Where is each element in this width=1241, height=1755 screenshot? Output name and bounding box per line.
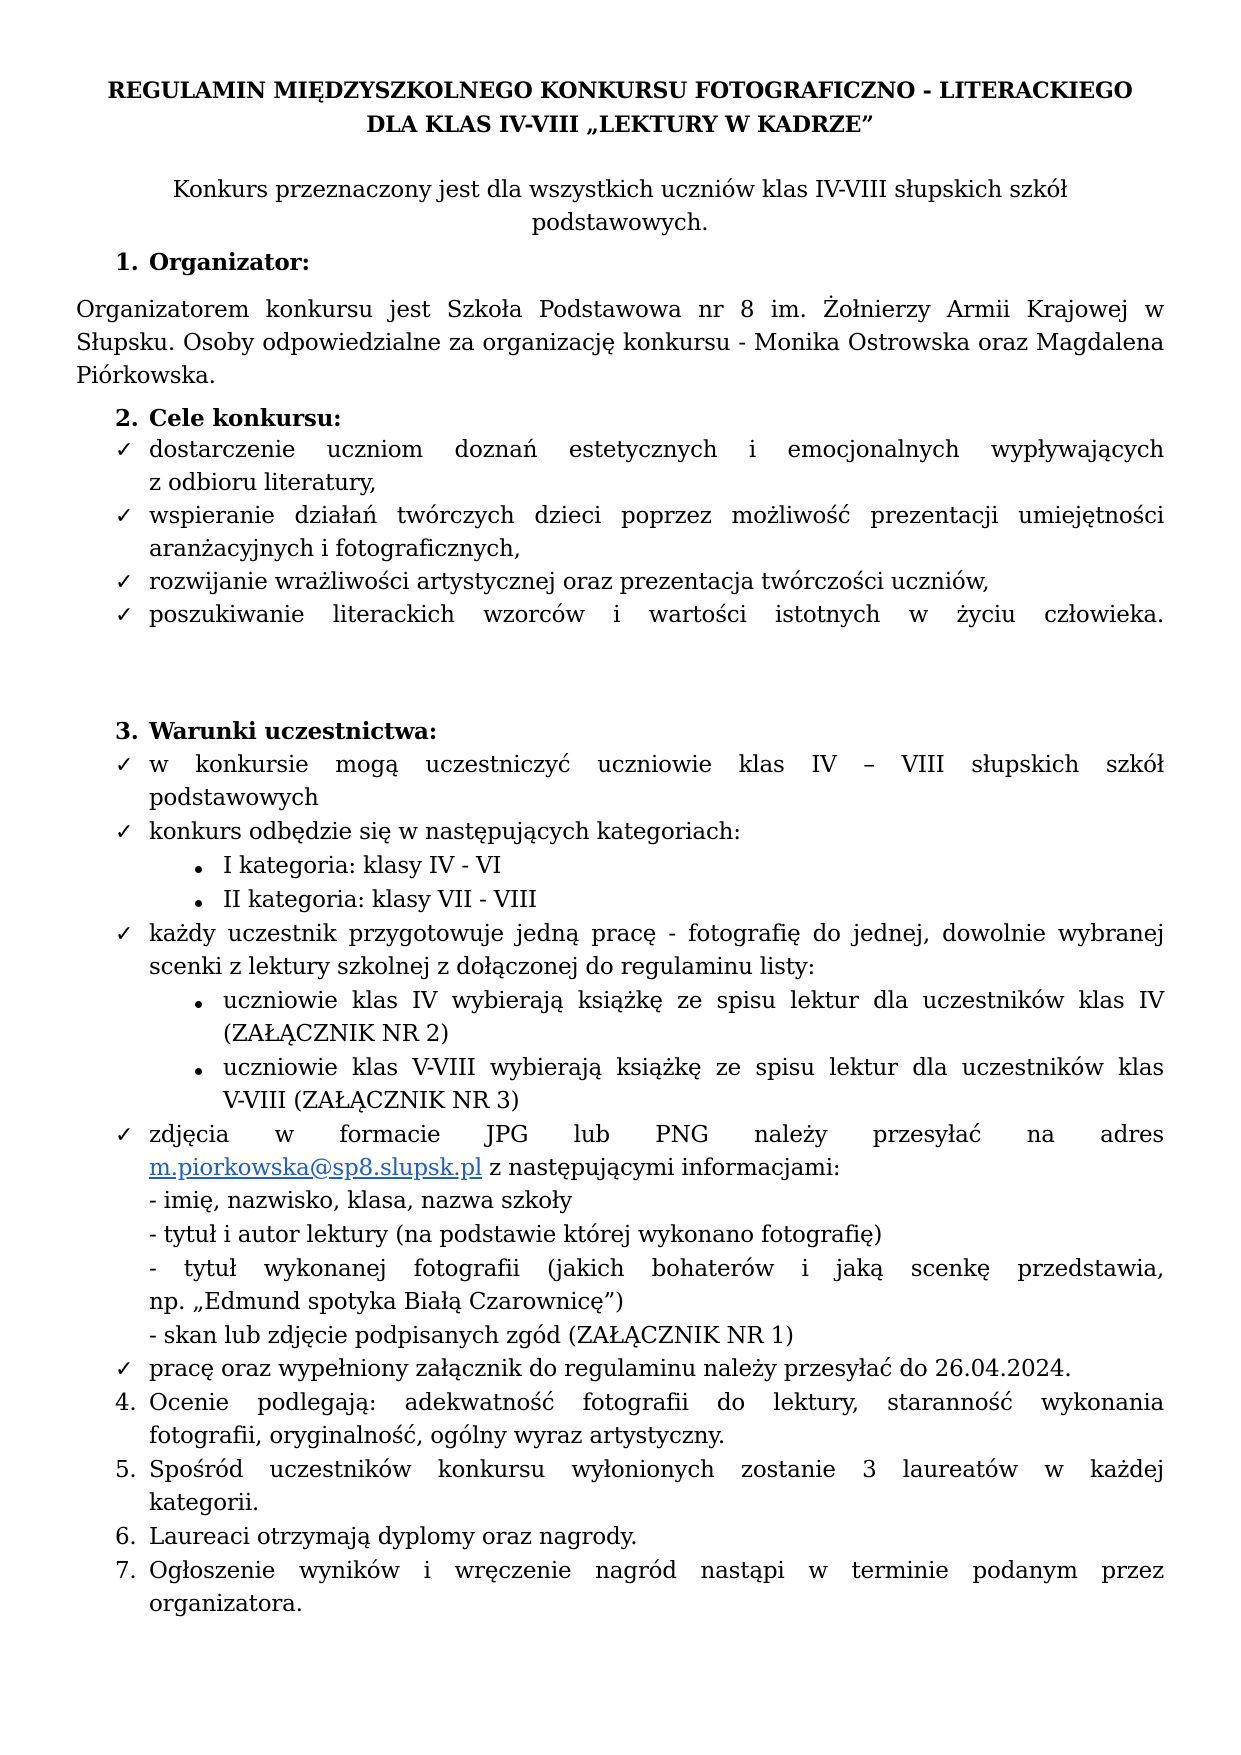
- checkmark-icon: ✓: [115, 820, 134, 845]
- point-text-cont: organizatora.: [149, 1591, 303, 1617]
- point-number: 5.: [115, 1457, 137, 1483]
- detail-line: np. „Edmund spotyka Białą Czarownicę”): [149, 1289, 624, 1315]
- point-number: 7.: [115, 1558, 137, 1584]
- checkmark-icon: ✓: [115, 438, 134, 463]
- document-title: [70, 74, 1170, 142]
- list-item: wspieranie działań twórczych dzieci poprzez możliwość prezentacji umiejętności: [149, 503, 1164, 529]
- checkmark-icon: ✓: [115, 570, 134, 595]
- sub-item-cont: (ZAŁĄCZNIK NR 2): [223, 1021, 450, 1047]
- sub-item: uczniowie klas IV wybierają książkę ze spisu lektur dla uczestników klas IV: [223, 988, 1164, 1014]
- checkmark-icon: ✓: [115, 1123, 134, 1148]
- list-item: w konkursie mogą uczestniczyć uczniowie klas IV – VIII słupskich szkół: [149, 752, 1164, 778]
- section-2-heading: [115, 402, 341, 435]
- section-number: 3.: [115, 718, 139, 745]
- section-title: Organizator:: [149, 249, 310, 276]
- point-text-cont: fotografii, oryginalność, ogólny wyraz artystyczny.: [149, 1423, 726, 1449]
- point-number: 6.: [115, 1524, 137, 1550]
- list-item: dostarczenie uczniom doznań estetycznych i emocjonalnych wypływających: [149, 437, 1164, 463]
- section-3-heading: [115, 715, 437, 748]
- section-1-heading: [115, 246, 310, 279]
- list-item: rozwijanie wrażliwości artystycznej oraz prezentacja twórczości uczniów,: [149, 569, 990, 595]
- checkmark-icon: ✓: [115, 603, 134, 628]
- section-number: 2.: [115, 405, 139, 432]
- section-title: Cele konkursu:: [149, 405, 342, 432]
- point-text: Ocenie podlegają: adekwatność fotografii do lektury, staranność wykonania: [149, 1390, 1164, 1416]
- list-item-cont: z odbioru literatury,: [149, 470, 377, 496]
- list-item: konkurs odbędzie się w następujących kategoriach:: [149, 819, 741, 845]
- email-suffix: z następującymi informacjami:: [482, 1155, 841, 1181]
- checkmark-icon: ✓: [115, 753, 134, 778]
- intro-text: Konkurs przeznaczony jest dla wszystkich uczniów klas IV-VIII słupskich szkół podstawowych.: [172, 177, 1068, 236]
- email-link[interactable]: m.piorkowska@sp8.slupsk.pl: [149, 1155, 483, 1181]
- sub-item: uczniowie klas V-VIII wybierają książkę ze spisu lektur dla uczestników klas: [223, 1055, 1164, 1081]
- detail-line: - skan lub zdjęcie podpisanych zgód (ZAŁĄCZNIK NR 1): [149, 1323, 794, 1349]
- detail-line: - imię, nazwisko, klasa, nazwa szkoły: [149, 1188, 572, 1214]
- list-item: poszukiwanie literackich wzorców i wartości istotnych w życiu człowieka.: [149, 602, 1164, 628]
- category-item: I kategoria: klasy IV - VI: [223, 853, 502, 879]
- detail-line: - tytuł wykonanej fotografii (jakich bohaterów i jaką scenkę przedstawia,: [149, 1256, 1164, 1282]
- title-line-1: REGULAMIN MIĘDZYSZKOLNEGO KONKURSU FOTOGRAFICZNO - LITERACKIEGO: [107, 78, 1133, 104]
- section-number: 1.: [115, 249, 139, 276]
- section-1-text: Organizatorem konkursu jest Szkoła Podstawowa nr 8 im. Żołnierzy Armii Krajowej w Słupsku. Osoby odpowiedzialne za organizację konkursu - Monika Ostrowska oraz Magdalena Piórkowska.: [76, 297, 1164, 389]
- list-item: pracę oraz wypełniony załącznik do regulaminu należy przesyłać do 26.04.2024.: [149, 1356, 1072, 1382]
- section-title: Warunki uczestnictwa:: [149, 718, 438, 745]
- point-number: 4.: [115, 1390, 137, 1416]
- point-text: Laureaci otrzymają dyplomy oraz nagrody.: [149, 1524, 638, 1550]
- list-item-cont: podstawowych: [149, 785, 319, 811]
- list-item: zdjęcia w formacie JPG lub PNG należy przesyłać na adres: [149, 1122, 1164, 1148]
- list-item-cont: [149, 1152, 840, 1185]
- list-item-cont: scenki z lektury szkolnej z dołączonej do regulaminu listy:: [149, 954, 816, 980]
- title-line-2: DLA KLAS IV-VIII „LEKTURY W KADRZE”: [366, 112, 874, 138]
- category-item: II kategoria: klasy VII - VIII: [223, 887, 537, 913]
- checkmark-icon: ✓: [115, 922, 134, 947]
- list-item: każdy uczestnik przygotowuje jedną pracę - fotografię do jednej, dowolnie wybranej: [149, 921, 1164, 947]
- bullet-icon: [195, 866, 202, 873]
- point-text-cont: kategorii.: [149, 1490, 260, 1516]
- detail-line: - tytuł i autor lektury (na podstawie której wykonano fotografię): [149, 1222, 883, 1248]
- checkmark-icon: ✓: [115, 1357, 134, 1382]
- point-text: Spośród uczestników konkursu wyłonionych zostanie 3 laureatów w każdej: [149, 1457, 1164, 1483]
- point-text: Ogłoszenie wyników i wręczenie nagród nastąpi w terminie podanym przez: [149, 1558, 1164, 1584]
- sub-item-cont: V-VIII (ZAŁĄCZNIK NR 3): [223, 1088, 520, 1114]
- bullet-icon: [195, 900, 202, 907]
- checkmark-icon: ✓: [115, 504, 134, 529]
- list-item-cont: aranżacyjnych i fotograficznych,: [149, 536, 521, 562]
- bullet-icon: [195, 1068, 202, 1075]
- bullet-icon: [195, 1001, 202, 1008]
